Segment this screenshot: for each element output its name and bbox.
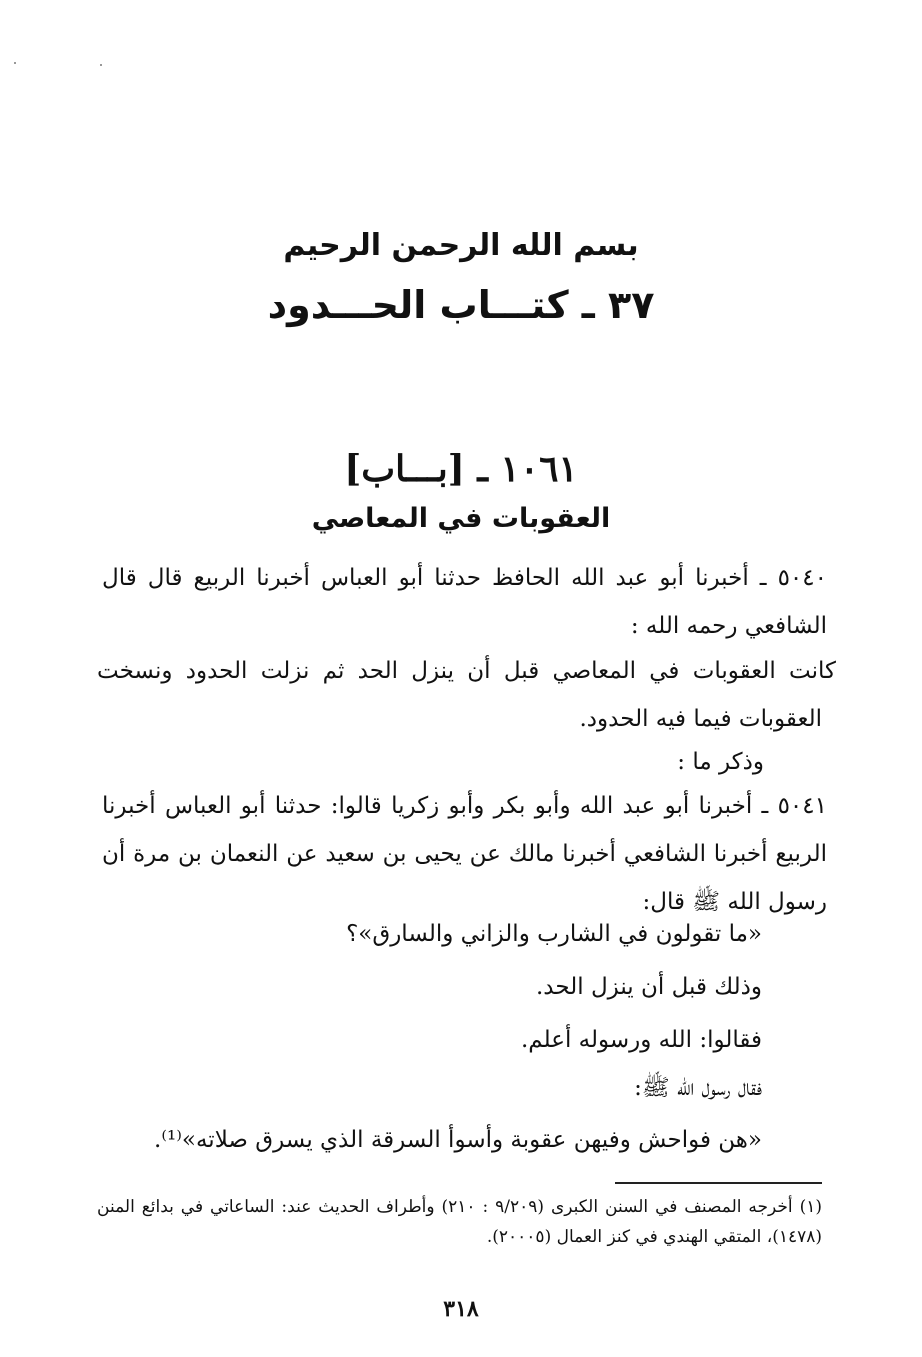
quote-line-2: وذلك قبل أن ينزل الحد. [536,974,762,1000]
footnote: (١) أخرجه المصنف في السنن الكبرى (٩/٢٠٩ : ٢١٠) وأطراف الحديث عند: الساعاتي في بدائع المنن (١٤٧٨)، المتقي الهندي في كنز العمال (٢٠٠٠٥). [97,1197,822,1247]
paragraph-2: وذكر ما : [677,749,764,775]
page-number: ٣١٨ [443,1296,479,1322]
paragraph-1: كانت العقوبات في المعاصي قبل أن ينزل الحد ثم نزلت الحدود ونسخت العقوبات فيما فيه الحدود. [97,658,836,732]
book-title: ٣٧ ـ كتـــاب الحـــدود [267,283,655,327]
footnote-divider [615,1182,822,1184]
quote-line-4: فقال رسول الله ﷺ: [634,1075,762,1101]
hadith-5041-text: ٥٠٤١ ـ أخبرنا أبو عبد الله وأبو بكر وأبو زكريا قالوا: حدثنا أبو العباس أخبرنا الربيع أخبرنا الشافعي أخبرنا مالك عن يحيى بن سعيد عن النعمان بن مرة أن رسول الله ﷺ قال: [102,793,827,915]
chapter-title: العقوبات في المعاصي [311,503,611,534]
scan-speck [100,64,102,66]
chapter-heading: ١٠٦١ ـ [بـــاب] [344,448,578,490]
basmala: بسم الله الرحمن الرحيم [283,228,639,263]
scan-speck [14,62,16,64]
quote-line-1: «ما تقولون في الشارب والزاني والسارق»؟ [346,921,762,947]
quote-line-3: فقالوا: الله ورسوله أعلم. [521,1027,762,1053]
hadith-5040-text: ٥٠٤٠ ـ أخبرنا أبو عبد الله الحافظ حدثنا أبو العباس أخبرنا الربيع قال قال الشافعي رحمه الله : [102,565,827,639]
quote-line-5: «هن فواحش وفيهن عقوبة وأسوأ السرقة الذي يسرق صلاته»⁽¹⁾. [154,1127,762,1153]
